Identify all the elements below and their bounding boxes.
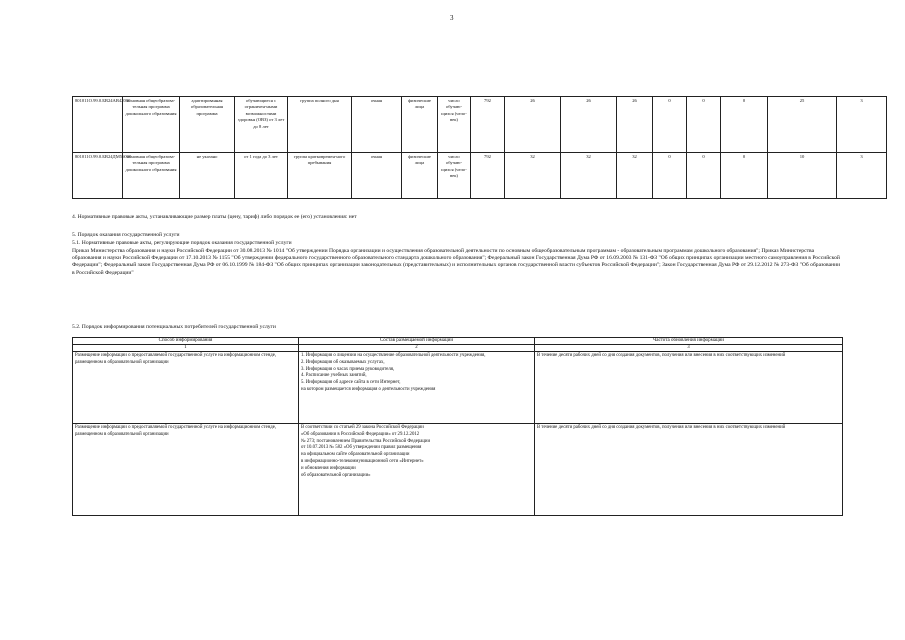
value-cell: 3 — [837, 97, 887, 153]
value-cell: 0 — [721, 97, 768, 153]
info-method-cell: Размещение информации о предоставляемой государственной услуге на информационном стенде, размещенном в образовательной организации — [73, 352, 299, 424]
column-header: Способ информирования — [73, 338, 299, 345]
form-cell: очная — [352, 97, 402, 153]
value-cell: 0 — [721, 153, 768, 199]
content-line: в информационно-телекоммуникационной сети «Интернет» — [301, 458, 424, 464]
unit-code-cell: 792 — [471, 153, 505, 199]
value-cell: 32 — [505, 153, 561, 199]
program-type-cell: не указано — [180, 153, 235, 199]
table-row — [73, 153, 887, 199]
content-line: от 10.07.2013 № 582 «Об утверждении правил размещения — [301, 445, 422, 451]
value-cell: 25 — [768, 97, 837, 153]
page-number: 3 — [450, 14, 454, 22]
value-cell: 3 — [837, 153, 887, 199]
value-cell: 26 — [505, 97, 561, 153]
category-cell: от 1 года до 3 лет — [235, 153, 288, 199]
value-cell: 26 — [617, 97, 653, 153]
content-line: 1. Информация о лицензии на осуществление образовательной деятельности учреждения, — [301, 353, 486, 358]
section-5-title: 5. Порядок оказания государственной услуги — [72, 232, 180, 238]
value-cell: 26 — [561, 97, 617, 153]
info-frequency-cell: В течение десяти рабочих дней со дня создания документов, получения или внесения в них соответствующих изменений — [535, 352, 843, 424]
value-cell: 10 — [768, 153, 837, 199]
content-line: 3. Информация о часах приема руководителя, — [301, 366, 395, 372]
program-type-cell: адаптированная образовательная программа — [180, 97, 235, 153]
column-number: 2 — [299, 345, 535, 352]
registry-code: 801011О.99.0.БВ24ДМ56000 — [73, 153, 123, 199]
info-frequency-cell: В течение десяти рабочих дней со дня создания документов, получения или внесения в них соответствующих изменений — [535, 424, 843, 516]
table-number-row — [73, 345, 843, 352]
table-row — [73, 97, 887, 153]
indicator-cell: число обучаю-щихся (чело-век) — [438, 97, 471, 153]
content-line: на котором размещается информация о деятельности учреждения — [301, 386, 436, 392]
content-line: № 273; постановлением Правительства Российской Федерации — [301, 438, 431, 444]
information-table — [72, 337, 843, 516]
content-line: 2. Информация об оказываемых услугах, — [301, 359, 385, 365]
value-cell: 32 — [617, 153, 653, 199]
content-line: об образовательной организации» — [301, 472, 371, 478]
column-number: 1 — [73, 345, 299, 352]
info-content-cell — [299, 424, 535, 516]
consumers-cell: физические лица — [402, 97, 438, 153]
registry-code: 801011О.99.0.БВ24АВ42000 — [73, 97, 123, 153]
indicator-cell: число обучаю-щихся (чело-век) — [438, 153, 471, 199]
stay-mode-cell: группа полного дня — [288, 97, 352, 153]
content-line: «Об образовании в Российской Федерации» от 29.12.2012 — [301, 431, 420, 437]
consumers-cell: физические лица — [402, 153, 438, 199]
info-content-cell — [299, 352, 535, 424]
unit-code-cell: 792 — [471, 97, 505, 153]
content-line: 5. Информация об адресе сайта в сети Интернет, — [301, 380, 401, 386]
service-volume-table — [72, 96, 887, 199]
content-line: и обновления информации — [301, 465, 356, 471]
section-5-1-title: 5.1. Нормативные правовые акты, регулирующие порядок оказания государственной услуги — [72, 240, 292, 246]
content-line: В соответствии со статьей 29 закона Российской Федерации — [301, 425, 424, 430]
value-cell: 32 — [561, 153, 617, 199]
column-number: 3 — [535, 345, 843, 352]
program-cell: основная общеобразова-тельная программа дошкольного образования — [123, 97, 180, 153]
value-cell: 0 — [687, 97, 721, 153]
table-row — [73, 424, 843, 516]
content-line: на официальном сайте образовательной организации — [301, 452, 410, 458]
program-cell: основная общеобразова-тельная программа дошкольного образования — [123, 153, 180, 199]
section-5-2-title: 5.2. Порядок информирования потенциальных потребителей государственной услуги — [72, 324, 276, 330]
category-cell: обучающиеся с ограничен-ными возможностями здоровья (ОВЗ) от 3 лет до 8 лет — [235, 97, 288, 153]
value-cell: 0 — [687, 153, 721, 199]
form-cell: очная — [352, 153, 402, 199]
info-method-cell: Размещение информации о предоставляемой государственной услуге на информационном стенде, размещенном в образовательной организации — [73, 424, 299, 516]
column-header: Частота обновления информации — [535, 338, 843, 345]
stay-mode-cell: группа кратковремен-ного пребывания — [288, 153, 352, 199]
value-cell: 0 — [653, 153, 687, 199]
table-row — [73, 352, 843, 424]
content-line: 4. Расписание учебных занятий, — [301, 373, 367, 379]
table-header-row — [73, 338, 843, 345]
value-cell: 0 — [653, 97, 687, 153]
column-header: Состав размещаемой информации — [299, 338, 535, 345]
section-4-text: 4. Нормативные правовые акты, устанавливающие размер платы (цену, тариф) либо порядок ее (его) установления: нет — [72, 214, 357, 220]
section-5-1-text: Приказ Министерства образования и науки Российской Федерации от 30.08.2013 № 1014 "Об утверждении Порядка организации и осуществления образовательной деятельности по основным общеобразовательным программам - образовательным программам дошкольного образования"; Приказ Министерства образования и науки Российской Федерации от 17.10.2013 № 1155 "Об утверждении федерального государственного образовательного стандарта дошкольного образования"; Федеральный закон Государственная Дума РФ от 16.09.2003 № 131-ФЗ "Об общих принципах организации местного самоуправления в Российской Федерации"; Федеральный закон Государственная Дума РФ от 06.10.1999 № 184-ФЗ "Об общих принципах организации законодательных (представительных) и исполнительных органов государственной власти субъектов Российской Федерации"; Закон Государственная Дума РФ от 29.12.2012 № 273-ФЗ "Об образовании в Российской Федерации" — [72, 248, 841, 276]
